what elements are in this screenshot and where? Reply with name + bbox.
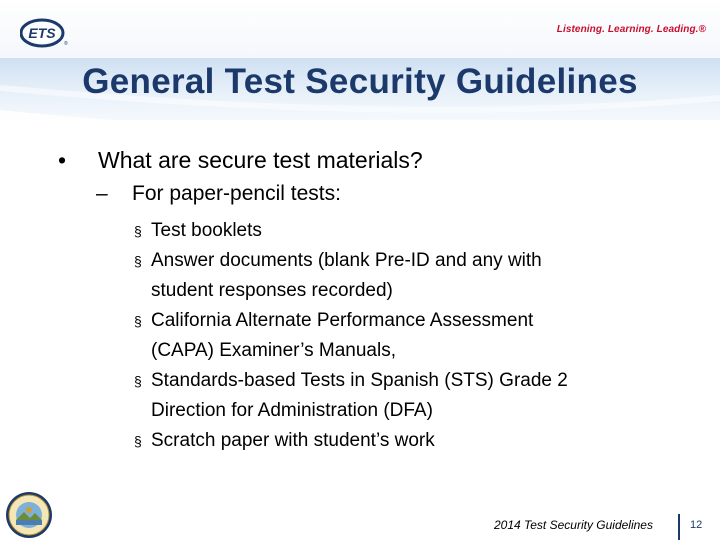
list-item-text-continued: Direction for Administration (DFA): [151, 400, 433, 421]
bullet-marker: •: [58, 147, 67, 173]
page-number: 12: [690, 519, 703, 531]
dash-marker: –: [96, 182, 108, 205]
footer-divider: [678, 514, 680, 540]
list-item-text-continued: student responses recorded): [151, 280, 393, 301]
state-seal-icon: [4, 490, 54, 540]
slide-title: General Test Security Guidelines: [82, 62, 638, 101]
section-bullet: §: [134, 313, 142, 329]
list-item-text: Test booklets: [151, 220, 262, 241]
list-item-text: Scratch paper with student’s work: [151, 430, 435, 451]
section-bullet: §: [134, 373, 142, 389]
section-bullet: §: [134, 433, 142, 449]
bullet-text: What are secure test materials?: [98, 147, 423, 173]
section-bullet: §: [134, 223, 142, 239]
list-item-text: Standards-based Tests in Spanish (STS) Grade 2: [151, 370, 568, 391]
tagline: Listening. Learning. Leading.®: [556, 24, 706, 35]
svg-text:®: ®: [64, 41, 68, 47]
list-item-text-continued: (CAPA) Examiner’s Manuals,: [151, 340, 396, 361]
list-item-text: Answer documents (blank Pre-ID and any with: [151, 250, 542, 271]
logo-text: ETS: [28, 25, 56, 41]
section-bullet: §: [134, 253, 142, 269]
bullet-text: For paper-pencil tests:: [132, 182, 341, 205]
footer-text: 2014 Test Security Guidelines: [494, 518, 653, 532]
list-item-text: California Alternate Performance Assessment: [151, 310, 534, 331]
